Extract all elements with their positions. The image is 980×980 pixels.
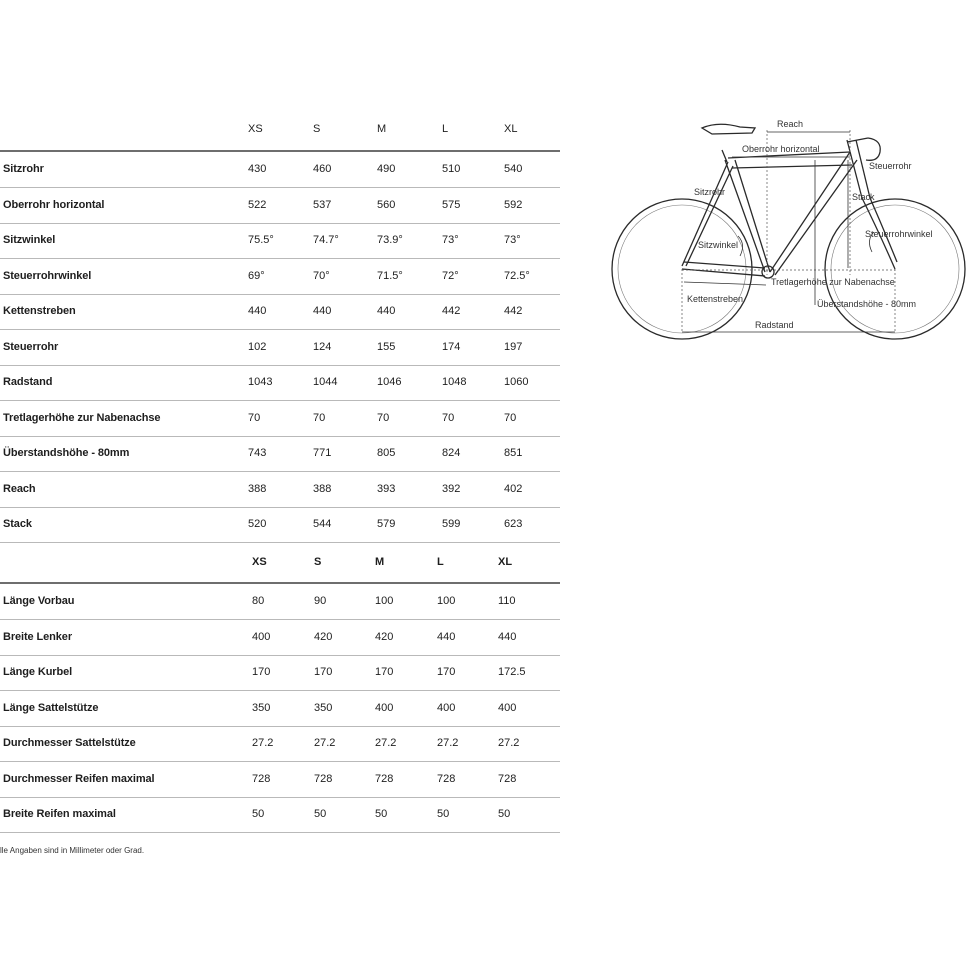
row-label: Breite Lenker <box>3 630 73 643</box>
table-cell: 72° <box>442 269 459 282</box>
table-cell: 350 <box>314 701 333 714</box>
table-cell: 90 <box>314 595 327 607</box>
size-header-xl: XL <box>498 556 513 568</box>
table-cell: 400 <box>498 701 517 714</box>
row-label: Oberrohr horizontal <box>3 198 105 211</box>
row-label: Steuerrohr <box>3 340 59 353</box>
table-cell: 71.5° <box>377 269 403 282</box>
table-cell: 1048 <box>442 376 467 388</box>
row-label: Überstandshöhe - 80mm <box>3 447 130 459</box>
table-row <box>0 401 560 437</box>
table-cell: 388 <box>313 482 332 495</box>
table-row <box>0 655 560 691</box>
table-cell: 728 <box>375 772 394 785</box>
table-cell: 440 <box>248 305 267 317</box>
table-cell: 70° <box>313 269 330 282</box>
table-row <box>0 152 560 188</box>
table-cell: 440 <box>437 630 456 643</box>
diagram-label-radstand: Radstand <box>755 320 794 330</box>
table-cell: 442 <box>442 305 461 317</box>
row-label: Sitzwinkel <box>3 234 56 246</box>
table-row <box>0 188 560 224</box>
geometry-table-header <box>0 123 560 143</box>
diagram-label-kettenstreben: Kettenstreben <box>687 294 744 304</box>
row-label: Länge Sattelstütze <box>3 701 99 714</box>
size-header-m: M <box>375 556 385 568</box>
table-cell: 400 <box>375 701 394 714</box>
table-cell: 805 <box>377 447 396 459</box>
table-cell: 1044 <box>313 376 338 388</box>
bike-geometry-diagram <box>605 110 975 340</box>
components-table-header <box>0 556 560 576</box>
table-cell: 100 <box>375 595 394 607</box>
diagram-label-steuerrohr: Steuerrohr <box>869 161 912 171</box>
table-cell: 440 <box>313 305 332 317</box>
table-cell: 522 <box>248 198 267 211</box>
table-cell: 70 <box>442 411 455 424</box>
table-cell: 728 <box>314 772 333 785</box>
table-cell: 592 <box>504 198 523 211</box>
diagram-label-sitzrohr: Sitzrohr <box>694 187 726 197</box>
table-cell: 400 <box>437 701 456 714</box>
table-cell: 69° <box>248 269 265 282</box>
table-cell: 124 <box>313 340 332 353</box>
table-cell: 75.5° <box>248 234 274 246</box>
table-cell: 728 <box>498 772 517 785</box>
table-cell: 27.2 <box>375 737 397 749</box>
table-cell: 442 <box>504 305 523 317</box>
table-cell: 510 <box>442 163 461 175</box>
table-cell: 544 <box>313 518 332 530</box>
row-label: Durchmesser Reifen maximal <box>3 772 155 785</box>
table-cell: 402 <box>504 482 523 495</box>
row-label: Durchmesser Sattelstütze <box>3 737 136 749</box>
table-cell: 110 <box>498 595 516 607</box>
diagram-label-oberrohr: Oberrohr horizontal <box>742 144 820 154</box>
table-cell: 1060 <box>504 376 529 388</box>
table-cell: 851 <box>504 447 523 459</box>
table-cell: 50 <box>252 808 265 820</box>
table-cell: 27.2 <box>498 737 520 749</box>
table-row <box>0 584 560 620</box>
size-header-s: S <box>313 123 321 135</box>
table-row <box>0 223 560 259</box>
table-cell: 74.7° <box>313 234 339 246</box>
size-header-xl: XL <box>504 123 518 135</box>
table-cell: 100 <box>437 595 456 607</box>
table-cell: 400 <box>252 630 271 643</box>
table-cell: 73° <box>504 234 521 246</box>
table-row <box>0 259 560 295</box>
table-cell: 72.5° <box>504 269 530 282</box>
diagram-label-stack: Stack <box>852 192 875 202</box>
row-label: Länge Kurbel <box>3 666 73 678</box>
diagram-label-tretlager: Tretlagerhöhe zur Nabenachse <box>771 277 895 287</box>
table-cell: 170 <box>375 666 394 678</box>
table-cell: 172.5 <box>498 666 526 678</box>
table-cell: 80 <box>252 595 265 607</box>
table-row <box>0 472 560 508</box>
table-row <box>0 507 560 543</box>
table-cell: 460 <box>313 163 332 175</box>
size-header-m: M <box>377 123 387 135</box>
table-cell: 170 <box>437 666 456 678</box>
row-label: Breite Reifen maximal <box>3 808 116 820</box>
table-row <box>0 330 560 366</box>
table-cell: 70 <box>248 411 261 424</box>
footnote: lle Angaben sind in Millimeter oder Grad. <box>0 846 145 855</box>
table-row <box>0 726 560 762</box>
table-cell: 728 <box>252 772 271 785</box>
diagram-label-ueberstand: Überstandshöhe - 80mm <box>817 299 917 309</box>
table-cell: 537 <box>313 198 332 211</box>
size-header-s: S <box>314 556 322 568</box>
table-row <box>0 762 560 798</box>
size-header-xs: XS <box>252 556 267 568</box>
table-cell: 155 <box>377 340 396 353</box>
table-cell: 50 <box>498 808 511 820</box>
table-cell: 1046 <box>377 376 402 388</box>
row-label: Radstand <box>3 376 53 388</box>
row-label: Tretlagerhöhe zur Nabenachse <box>3 411 161 424</box>
table-cell: 50 <box>314 808 327 820</box>
table-cell: 575 <box>442 198 461 211</box>
table-cell: 420 <box>375 630 394 643</box>
table-cell: 350 <box>252 701 271 714</box>
table-row <box>0 691 560 727</box>
table-cell: 27.2 <box>252 737 274 749</box>
table-cell: 490 <box>377 163 396 175</box>
table-cell: 560 <box>377 198 396 211</box>
table-cell: 728 <box>437 772 456 785</box>
table-cell: 393 <box>377 482 396 495</box>
table-cell: 70 <box>377 411 390 424</box>
table-cell: 197 <box>504 340 523 353</box>
diagram-label-steuerrohrwinkel: Steuerrohrwinkel <box>865 229 933 239</box>
diagram-label-sitzwinkel: Sitzwinkel <box>698 240 739 250</box>
table-cell: 440 <box>377 305 396 317</box>
table-cell: 420 <box>314 630 333 643</box>
table-cell: 170 <box>252 666 271 678</box>
table-cell: 540 <box>504 163 523 175</box>
table-cell: 440 <box>498 630 517 643</box>
table-row <box>0 294 560 330</box>
table-cell: 388 <box>248 482 267 495</box>
table-cell: 50 <box>375 808 388 820</box>
table-cell: 743 <box>248 447 267 459</box>
table-cell: 73° <box>442 234 459 246</box>
table-cell: 392 <box>442 482 461 495</box>
row-label: Steuerrohrwinkel <box>3 269 92 282</box>
table-row <box>0 436 560 472</box>
table-cell: 73.9° <box>377 234 403 246</box>
row-label: Stack <box>3 518 32 530</box>
row-label: Kettenstreben <box>3 305 76 317</box>
table-cell: 27.2 <box>314 737 336 749</box>
size-header-xs: XS <box>248 123 263 135</box>
table-row <box>0 797 560 833</box>
diagram-label-reach: Reach <box>777 119 804 129</box>
table-cell: 174 <box>442 340 461 353</box>
table-cell: 170 <box>314 666 333 678</box>
table-cell: 1043 <box>248 376 273 388</box>
table-cell: 623 <box>504 518 523 530</box>
table-cell: 70 <box>504 411 517 424</box>
table-cell: 599 <box>442 518 461 530</box>
table-cell: 824 <box>442 447 461 459</box>
row-label: Länge Vorbau <box>3 595 75 607</box>
size-header-l: L <box>442 123 449 135</box>
table-cell: 102 <box>248 340 267 353</box>
table-cell: 70 <box>313 411 326 424</box>
table-cell: 579 <box>377 518 396 530</box>
table-cell: 520 <box>248 518 267 530</box>
table-row <box>0 620 560 656</box>
table-cell: 771 <box>313 447 332 459</box>
row-label: Sitzrohr <box>3 163 44 175</box>
table-cell: 50 <box>437 808 450 820</box>
size-header-l: L <box>437 556 444 568</box>
table-row <box>0 365 560 401</box>
table-cell: 27.2 <box>437 737 459 749</box>
table-cell: 430 <box>248 163 267 175</box>
row-label: Reach <box>3 482 36 495</box>
